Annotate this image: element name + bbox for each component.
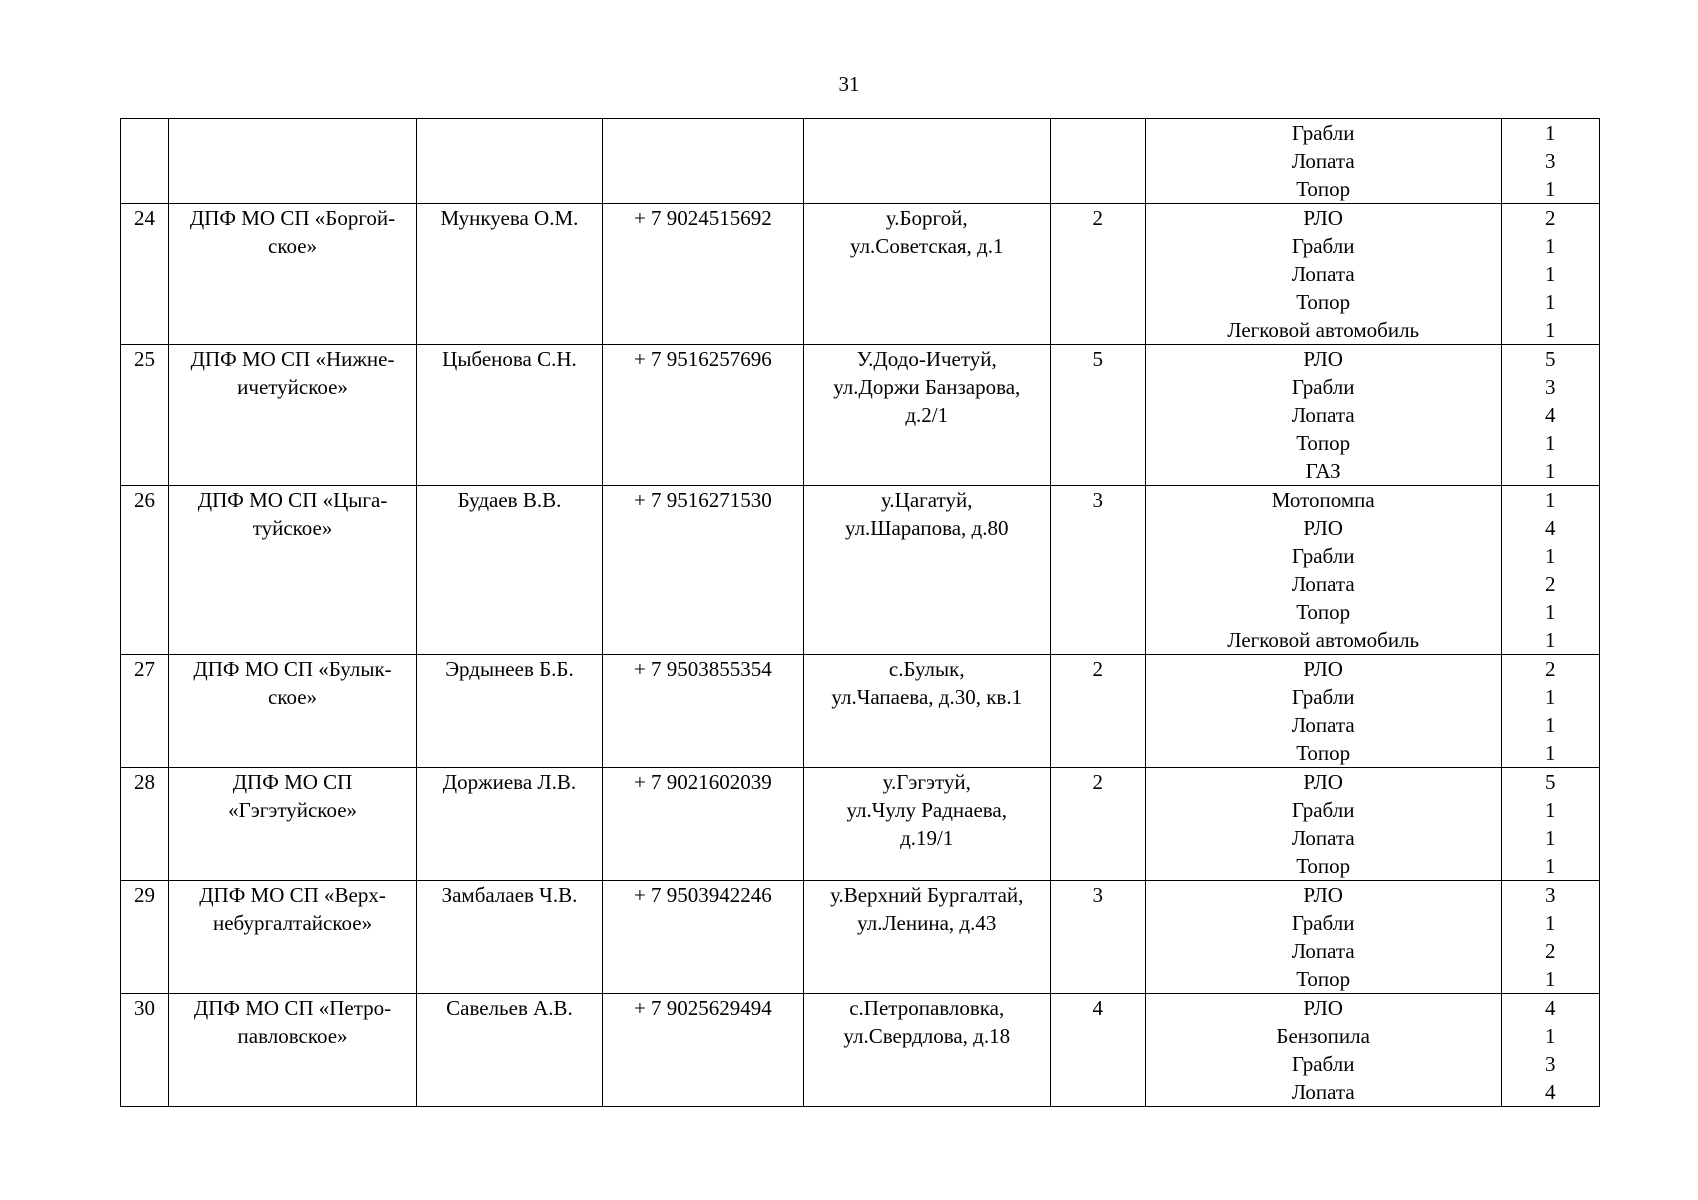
equipment-item: Мотопомпа bbox=[1271, 488, 1375, 512]
equipment-cell bbox=[1145, 994, 1501, 1107]
equipment-cell bbox=[1145, 119, 1501, 204]
equipment-item: РЛО bbox=[1303, 657, 1343, 681]
equipment-quantity: 1 bbox=[1545, 234, 1556, 258]
equipment-table bbox=[120, 118, 1600, 1107]
equipment-quantity: 4 bbox=[1545, 516, 1556, 540]
row-number-cell bbox=[121, 486, 169, 655]
equipment-quantity: 3 bbox=[1545, 149, 1556, 173]
organization-name-text: ичетуйское» bbox=[237, 375, 348, 399]
row-number-cell bbox=[121, 881, 169, 994]
organization-name-text: ДПФ МО СП «Нижне- bbox=[190, 347, 395, 371]
equipment-item: Лопата bbox=[1291, 826, 1355, 850]
phone-number-cell bbox=[602, 204, 803, 345]
staff-count-text: 3 bbox=[1092, 883, 1103, 907]
equipment-item: Топор bbox=[1296, 854, 1351, 878]
address-text: у.Верхний Бургалтай, bbox=[830, 883, 1024, 907]
organization-name-text: ДПФ МО СП bbox=[232, 770, 353, 794]
equipment-item: Бензопила bbox=[1276, 1024, 1370, 1048]
equipment-quantity: 1 bbox=[1545, 685, 1556, 709]
organization-name-text: ДПФ МО СП «Булык- bbox=[193, 657, 392, 681]
row-number-text: 29 bbox=[134, 883, 156, 907]
address-text: ул.Доржи Банзарова, bbox=[833, 375, 1021, 399]
organization-name-text: небургалтайское» bbox=[213, 911, 373, 935]
address-text: ул.Шарапова, д.80 bbox=[845, 516, 1009, 540]
responsible-person-cell bbox=[417, 345, 603, 486]
row-number-text: 30 bbox=[134, 996, 156, 1020]
staff-count-text: 4 bbox=[1092, 996, 1103, 1020]
staff-count-cell bbox=[1050, 204, 1145, 345]
table-row bbox=[121, 881, 1600, 994]
responsible-person-text: Мункуева О.М. bbox=[440, 206, 579, 230]
staff-count-text: 3 bbox=[1092, 488, 1103, 512]
address-cell bbox=[803, 486, 1050, 655]
phone-number-cell bbox=[602, 881, 803, 994]
equipment-quantity: 4 bbox=[1545, 403, 1556, 427]
table-row bbox=[121, 768, 1600, 881]
phone-number-text: + 7 9503855354 bbox=[633, 657, 772, 681]
equipment-item: Топор bbox=[1296, 741, 1351, 765]
organization-name-cell bbox=[169, 486, 417, 655]
equipment-quantity: 1 bbox=[1545, 177, 1556, 201]
staff-count-cell bbox=[1050, 486, 1145, 655]
phone-number-cell bbox=[602, 768, 803, 881]
organization-name-text: ское» bbox=[268, 234, 318, 258]
equipment-item: РЛО bbox=[1303, 770, 1343, 794]
responsible-person-text: Савельев А.В. bbox=[446, 996, 573, 1020]
equipment-quantity: 5 bbox=[1545, 770, 1556, 794]
responsible-person-cell bbox=[417, 655, 603, 768]
equipment-item: Лопата bbox=[1291, 572, 1355, 596]
equipment-item: Грабли bbox=[1291, 375, 1355, 399]
equipment-item: Топор bbox=[1296, 290, 1351, 314]
staff-count-cell bbox=[1050, 119, 1145, 204]
equipment-item: Грабли bbox=[1291, 121, 1355, 145]
equipment-item: Топор bbox=[1296, 967, 1351, 991]
row-number-cell bbox=[121, 994, 169, 1107]
table-row bbox=[121, 345, 1600, 486]
equipment-item: РЛО bbox=[1303, 347, 1343, 371]
responsible-person-cell bbox=[417, 119, 603, 204]
organization-name-text: ДПФ МО СП «Верх- bbox=[199, 883, 386, 907]
equipment-quantity: 3 bbox=[1545, 375, 1556, 399]
organization-name-cell bbox=[169, 655, 417, 768]
equipment-item: Топор bbox=[1296, 431, 1351, 455]
table-row bbox=[121, 204, 1600, 345]
address-text: ул.Чапаева, д.30, кв.1 bbox=[831, 685, 1023, 709]
phone-number-text: + 7 9516271530 bbox=[633, 488, 772, 512]
row-number-text: 26 bbox=[134, 488, 156, 512]
phone-number-text: + 7 9021602039 bbox=[633, 770, 772, 794]
staff-count-cell bbox=[1050, 881, 1145, 994]
row-number-cell bbox=[121, 119, 169, 204]
equipment-item: Грабли bbox=[1291, 1052, 1355, 1076]
equipment-item: Лопата bbox=[1291, 403, 1355, 427]
equipment-quantity: 1 bbox=[1545, 854, 1556, 878]
equipment-quantity: 1 bbox=[1545, 600, 1556, 624]
responsible-person-text: Замбалаев Ч.В. bbox=[441, 883, 578, 907]
equipment-item: Лопата bbox=[1291, 149, 1355, 173]
organization-name-text: ДПФ МО СП «Боргой- bbox=[189, 206, 396, 230]
equipment-item: Грабли bbox=[1291, 234, 1355, 258]
organization-name-cell bbox=[169, 881, 417, 994]
row-number-text: 25 bbox=[134, 347, 156, 371]
responsible-person-cell bbox=[417, 881, 603, 994]
row-number-cell bbox=[121, 345, 169, 486]
equipment-item: Топор bbox=[1296, 600, 1351, 624]
equipment-quantity: 1 bbox=[1545, 967, 1556, 991]
equipment-cell bbox=[1145, 345, 1501, 486]
address-text: д.19/1 bbox=[900, 826, 954, 850]
address-text: с.Булык, bbox=[888, 657, 965, 681]
address-cell bbox=[803, 345, 1050, 486]
quantity-cell bbox=[1501, 204, 1599, 345]
equipment-item: РЛО bbox=[1303, 516, 1343, 540]
phone-number-cell bbox=[602, 994, 803, 1107]
staff-count-text: 2 bbox=[1092, 657, 1103, 681]
equipment-item: Лопата bbox=[1291, 939, 1355, 963]
staff-count-cell bbox=[1050, 994, 1145, 1107]
equipment-cell bbox=[1145, 881, 1501, 994]
address-text: с.Петропавловка, bbox=[849, 996, 1005, 1020]
phone-number-cell bbox=[602, 345, 803, 486]
responsible-person-text: Эрдынеев Б.Б. bbox=[445, 657, 574, 681]
phone-number-text: + 7 9025629494 bbox=[633, 996, 772, 1020]
organization-name-text: павловское» bbox=[237, 1024, 348, 1048]
equipment-item: Лопата bbox=[1291, 713, 1355, 737]
organization-name-text: ское» bbox=[268, 685, 318, 709]
organization-name-cell bbox=[169, 119, 417, 204]
responsible-person-text: Будаев В.В. bbox=[457, 488, 562, 512]
address-cell bbox=[803, 994, 1050, 1107]
equipment-quantity: 5 bbox=[1545, 347, 1556, 371]
table-row bbox=[121, 119, 1600, 204]
equipment-quantity: 3 bbox=[1545, 883, 1556, 907]
equipment-item: ГАЗ bbox=[1305, 459, 1341, 483]
responsible-person-cell bbox=[417, 994, 603, 1107]
address-text: ул.Советская, д.1 bbox=[850, 234, 1004, 258]
organization-name-text: ДПФ МО СП «Петро- bbox=[193, 996, 392, 1020]
equipment-quantity: 2 bbox=[1545, 572, 1556, 596]
equipment-quantity: 1 bbox=[1545, 798, 1556, 822]
equipment-cell bbox=[1145, 655, 1501, 768]
staff-count-text: 2 bbox=[1092, 770, 1103, 794]
address-text: у.Цагатуй, bbox=[881, 488, 973, 512]
equipment-item: Грабли bbox=[1291, 911, 1355, 935]
equipment-quantity: 4 bbox=[1545, 996, 1556, 1020]
equipment-quantity: 1 bbox=[1545, 318, 1556, 342]
equipment-item: Лопата bbox=[1291, 1080, 1355, 1104]
equipment-item: РЛО bbox=[1303, 996, 1343, 1020]
equipment-item: Грабли bbox=[1291, 798, 1355, 822]
staff-count-cell bbox=[1050, 655, 1145, 768]
row-number-cell bbox=[121, 655, 169, 768]
address-text: у.Гэгэтуй, bbox=[882, 770, 971, 794]
row-number-text: 24 bbox=[134, 206, 156, 230]
responsible-person-cell bbox=[417, 204, 603, 345]
equipment-item: РЛО bbox=[1303, 883, 1343, 907]
phone-number-cell bbox=[602, 655, 803, 768]
organization-name-text: «Гэгэтуйское» bbox=[228, 798, 358, 822]
equipment-quantity: 1 bbox=[1545, 911, 1556, 935]
equipment-cell bbox=[1145, 486, 1501, 655]
phone-number-text: + 7 9503942246 bbox=[633, 883, 772, 907]
organization-name-cell bbox=[169, 768, 417, 881]
equipment-quantity: 2 bbox=[1545, 657, 1556, 681]
organization-name-cell bbox=[169, 994, 417, 1107]
table-row bbox=[121, 655, 1600, 768]
address-text: ул.Свердлова, д.18 bbox=[843, 1024, 1011, 1048]
equipment-quantity: 1 bbox=[1545, 713, 1556, 737]
equipment-quantity: 1 bbox=[1545, 459, 1556, 483]
page-number: 31 bbox=[838, 72, 860, 96]
quantity-cell bbox=[1501, 768, 1599, 881]
organization-name-text: ДПФ МО СП «Цыга- bbox=[197, 488, 388, 512]
table-body bbox=[121, 119, 1600, 1107]
equipment-quantity: 1 bbox=[1545, 628, 1556, 652]
address-cell bbox=[803, 655, 1050, 768]
equipment-item: Грабли bbox=[1291, 685, 1355, 709]
quantity-cell bbox=[1501, 881, 1599, 994]
equipment-quantity: 1 bbox=[1545, 826, 1556, 850]
equipment-item: РЛО bbox=[1303, 206, 1343, 230]
equipment-item: Топор bbox=[1296, 177, 1351, 201]
equipment-quantity: 2 bbox=[1545, 206, 1556, 230]
row-number-text: 28 bbox=[134, 770, 156, 794]
equipment-quantity: 1 bbox=[1545, 544, 1556, 568]
equipment-cell bbox=[1145, 768, 1501, 881]
quantity-cell bbox=[1501, 119, 1599, 204]
responsible-person-text: Цыбенова С.Н. bbox=[442, 347, 577, 371]
address-text: ул.Чулу Раднаева, bbox=[846, 798, 1008, 822]
address-cell bbox=[803, 204, 1050, 345]
equipment-quantity: 3 bbox=[1545, 1052, 1556, 1076]
equipment-item: Лопата bbox=[1291, 262, 1355, 286]
staff-count-cell bbox=[1050, 768, 1145, 881]
table-row bbox=[121, 994, 1600, 1107]
address-text: у.Боргой, bbox=[885, 206, 968, 230]
organization-name-cell bbox=[169, 204, 417, 345]
address-cell bbox=[803, 119, 1050, 204]
staff-count-text: 5 bbox=[1092, 347, 1103, 371]
address-text: ул.Ленина, д.43 bbox=[857, 911, 997, 935]
table-row bbox=[121, 486, 1600, 655]
quantity-cell bbox=[1501, 486, 1599, 655]
phone-number-cell bbox=[602, 486, 803, 655]
organization-name-text: туйское» bbox=[252, 516, 333, 540]
staff-count-text: 2 bbox=[1092, 206, 1103, 230]
phone-number-cell bbox=[602, 119, 803, 204]
staff-count-cell bbox=[1050, 345, 1145, 486]
equipment-quantity: 1 bbox=[1545, 741, 1556, 765]
equipment-item: Легковой автомобиль bbox=[1227, 628, 1420, 652]
address-cell bbox=[803, 881, 1050, 994]
phone-number-text: + 7 9024515692 bbox=[633, 206, 772, 230]
responsible-person-cell bbox=[417, 768, 603, 881]
equipment-cell bbox=[1145, 204, 1501, 345]
address-cell bbox=[803, 768, 1050, 881]
responsible-person-cell bbox=[417, 486, 603, 655]
quantity-cell bbox=[1501, 345, 1599, 486]
equipment-quantity: 1 bbox=[1545, 290, 1556, 314]
equipment-quantity: 1 bbox=[1545, 262, 1556, 286]
equipment-quantity: 1 bbox=[1545, 431, 1556, 455]
equipment-item: Легковой автомобиль bbox=[1227, 318, 1420, 342]
equipment-quantity: 2 bbox=[1545, 939, 1556, 963]
equipment-item: Грабли bbox=[1291, 544, 1355, 568]
row-number-cell bbox=[121, 204, 169, 345]
responsible-person-text: Доржиева Л.В. bbox=[442, 770, 577, 794]
equipment-quantity: 4 bbox=[1545, 1080, 1556, 1104]
quantity-cell bbox=[1501, 655, 1599, 768]
phone-number-text: + 7 9516257696 bbox=[633, 347, 772, 371]
equipment-quantity: 1 bbox=[1545, 1024, 1556, 1048]
row-number-text: 27 bbox=[134, 657, 156, 681]
equipment-quantity: 1 bbox=[1545, 488, 1556, 512]
row-number-cell bbox=[121, 768, 169, 881]
quantity-cell bbox=[1501, 994, 1599, 1107]
address-text: д.2/1 bbox=[905, 403, 949, 427]
address-text: У.Додо-Ичетуй, bbox=[856, 347, 997, 371]
equipment-quantity: 1 bbox=[1545, 121, 1556, 145]
organization-name-cell bbox=[169, 345, 417, 486]
